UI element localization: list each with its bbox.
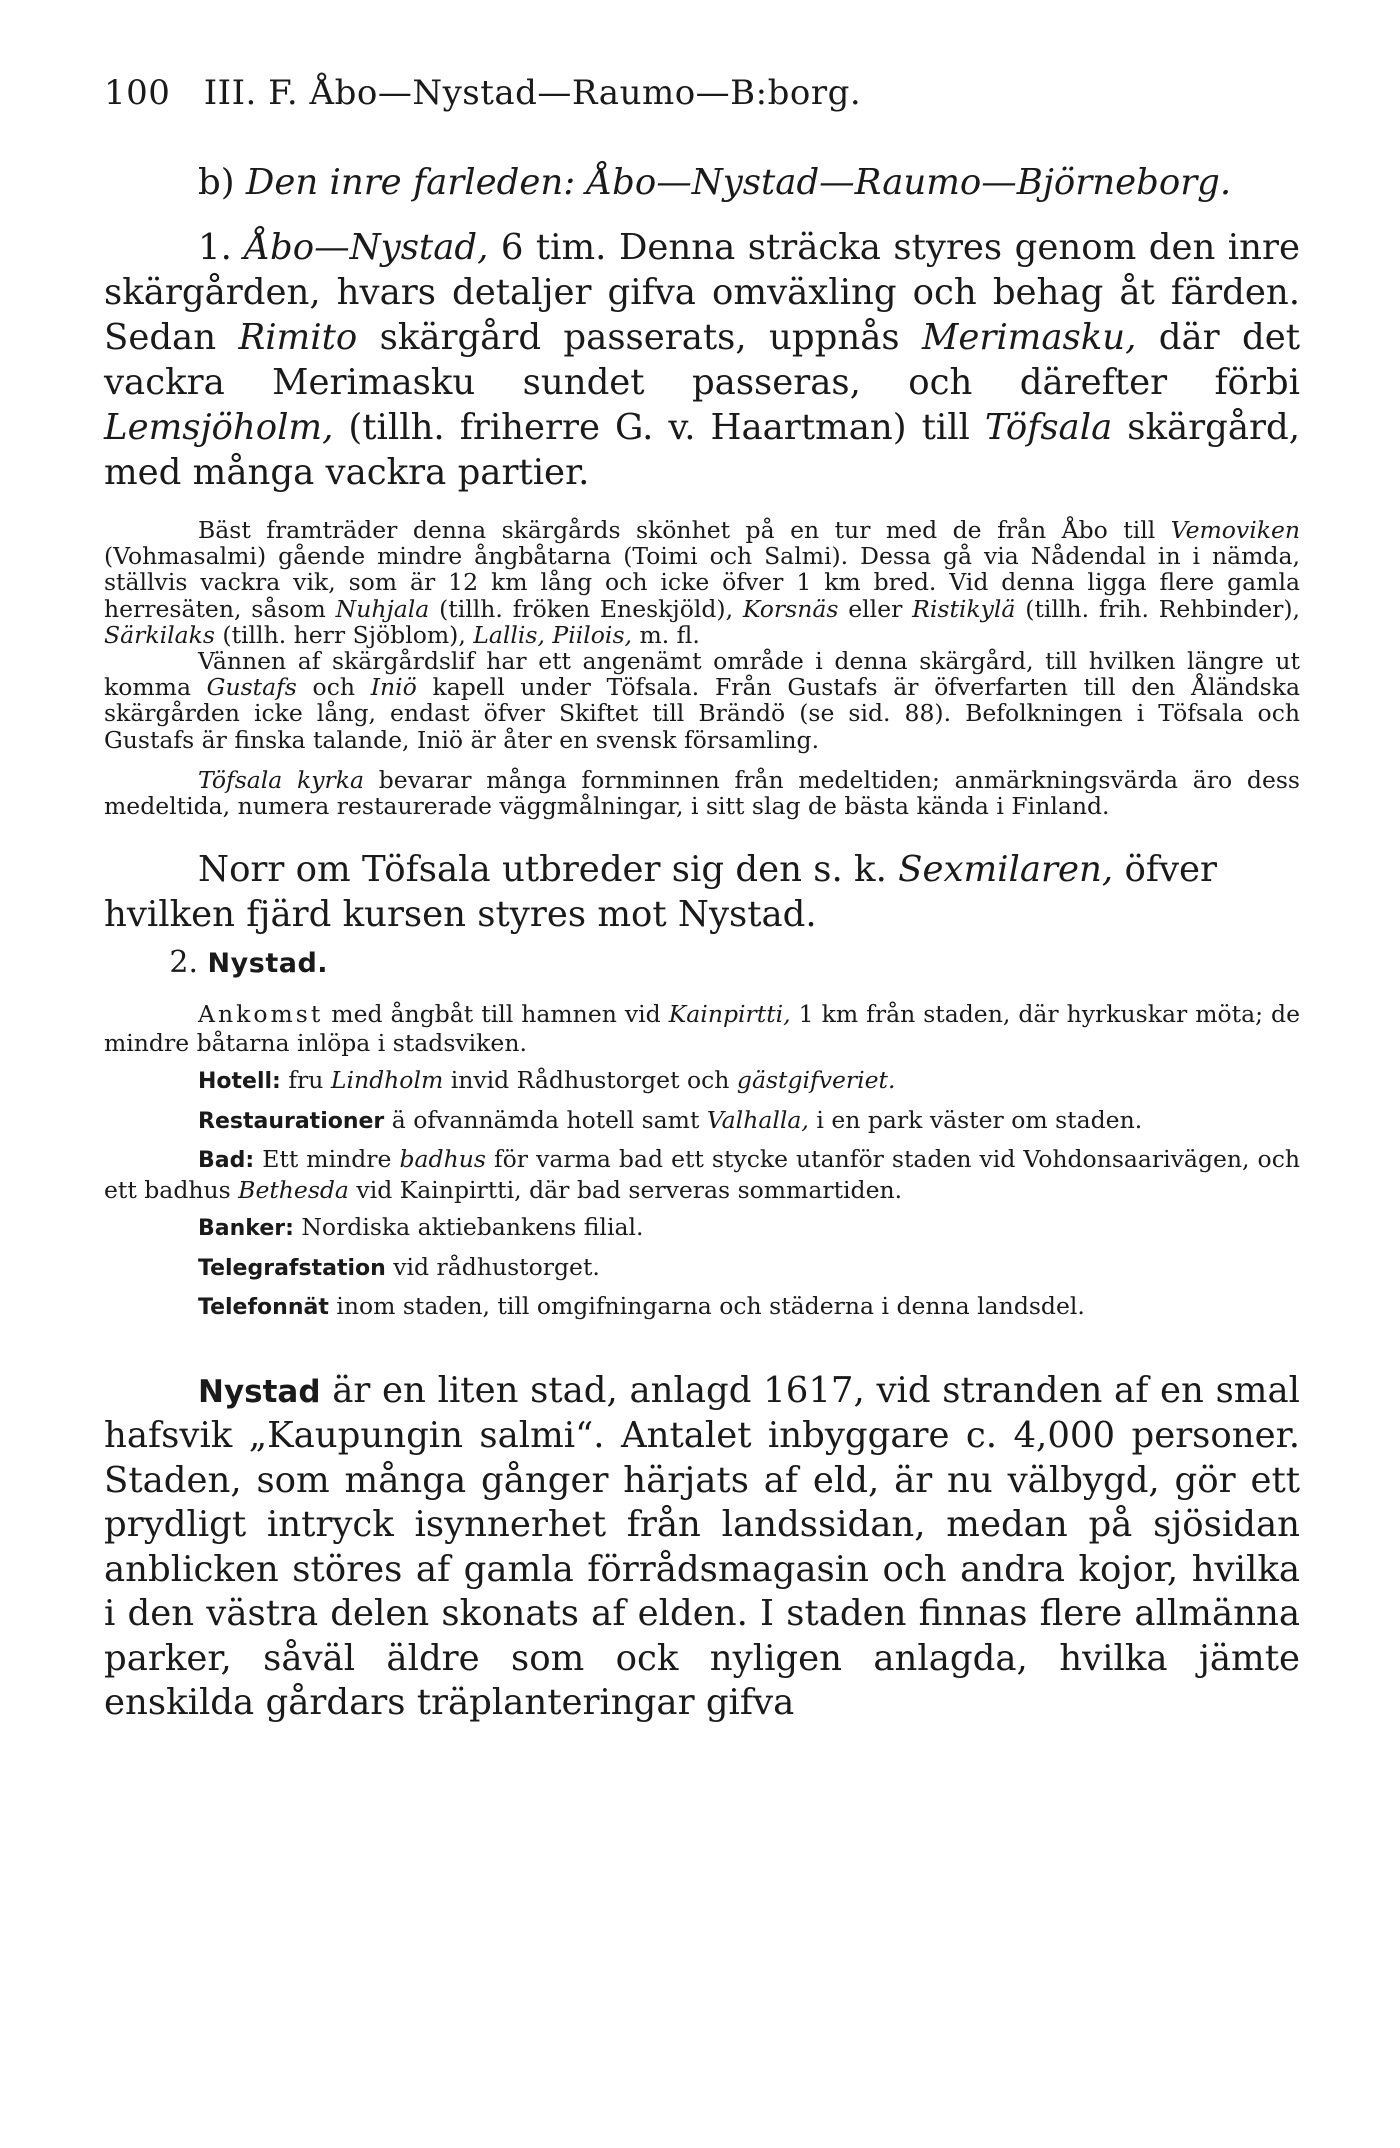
small-paragraph-skargard — [104, 517, 1300, 648]
running-header — [104, 70, 1300, 116]
info-telegraf — [104, 1253, 1300, 1284]
subtitle-italic: Den inre farleden: Åbo—Nystad—Raumo—Björneborg. — [245, 162, 1232, 203]
text-run: i en park väster om staden. — [808, 1105, 1143, 1134]
text-run: m. fl. — [631, 620, 700, 649]
info-label: Hotell: — [198, 1069, 281, 1095]
text-run: Nordiska aktiebankens filial. — [293, 1213, 644, 1242]
norr-paragraph — [104, 847, 1300, 937]
place-name: Merimasku, — [921, 317, 1137, 358]
text-run: skärgård passerats, uppnås — [357, 317, 922, 358]
small-paragraph-vannen — [104, 648, 1300, 753]
section-1-paragraph — [104, 225, 1300, 495]
subtitle-prefix: b) — [198, 162, 235, 203]
info-label: Restaurationer — [198, 1108, 385, 1134]
text-run: Vännen af skärgårdslif har ett angenämt område i denna skärgård, till hvilken längre ut komma — [104, 647, 1300, 702]
place-name: Lallis, Piilois, — [473, 620, 632, 649]
section-1-route: Åbo—Nystad, — [244, 227, 489, 268]
book-page — [104, 70, 1300, 1726]
place-name: Gustafs — [206, 673, 297, 702]
text-run: inom staden, till omgifningarna och städerna i denna landsdel. — [328, 1292, 1085, 1321]
text-run: skärgård, med många vackra partier. — [104, 407, 1300, 493]
info-label: Ankomst — [198, 1000, 324, 1029]
page-number: 100 — [104, 73, 171, 113]
nystad-description — [104, 1369, 1300, 1726]
running-title: III. F. Åbo—Nystad—Raumo—B:borg. — [203, 73, 862, 113]
text-run: Norr om Töfsala utbreder sig den s. k. — [198, 849, 899, 891]
text-run: för varma bad ett stycke utanför staden vid Vohdonsaarivägen, och ett badhus — [104, 1145, 1300, 1204]
place-name: Iniö — [370, 673, 417, 702]
text-run: där det vackra Merimasku sundet passeras, och därefter förbi — [104, 317, 1300, 403]
place-name: Bethesda — [238, 1175, 349, 1204]
info-ankomst — [104, 1000, 1300, 1057]
info-bad — [104, 1145, 1300, 1204]
place-name: Särkilaks — [104, 620, 215, 649]
info-banker — [104, 1213, 1300, 1244]
text-run: (Vohmasalmi) gående mindre ångbåtarna (Toimi och Salmi). Dessa gå via Nådendal in i nämda, ställvis vackra vik, som är 12 km lång och icke öfver 1 km bred. Vid denna ligga flere gamla herresäten, såsom — [104, 542, 1300, 623]
info-label: Bad: — [198, 1148, 255, 1174]
place-name: badhus — [399, 1145, 486, 1174]
text-run: med ångbåt till hamnen vid — [323, 1000, 669, 1029]
text-run: eller — [838, 594, 913, 623]
text-run: vid Kainpirtti, där bad serveras sommartiden. — [348, 1175, 903, 1204]
info-label: Banker: — [198, 1216, 294, 1242]
info-restaurationer — [104, 1106, 1300, 1137]
place-name: Ristikylä — [912, 594, 1016, 623]
text-run: vid rådhustorget. — [385, 1252, 600, 1281]
place-name: Sexmilaren, — [898, 849, 1114, 891]
small-paragraph-kyrka — [104, 767, 1300, 819]
text-run: öfver hvilken fjärd kursen styres mot Nystad. — [104, 849, 1217, 936]
text-run: 6 tim. Denna sträcka styres genom den inre skärgården, hvars detaljer gifva omväxling och behag åt färden. Sedan — [104, 227, 1300, 358]
section-2-heading — [104, 943, 1300, 984]
place-name: Nuhjala — [335, 594, 430, 623]
text-run: (tillh. frih. Rehbinder), — [1015, 594, 1300, 623]
text-run: kapell under Töfsala. Från Gustafs är öfverfarten till den Åländska skärgården icke lång, endast öfver Skiftet till Brändö (se sid. 88). Befolkningen i Töfsala och Gustafs är finska talande, Iniö är åter en svensk församling. — [104, 673, 1300, 754]
text-run: Bäst framträder denna skärgårds skönhet på en tur med de från Åbo till — [198, 516, 1171, 544]
text-run: Ett mindre — [254, 1145, 400, 1174]
place-name: Kainpirtti, — [668, 1000, 791, 1029]
text-run: är en liten stad, anlagd 1617, vid stranden af en smal hafsvik „Kaupungin salmi“. Antalet inbyggare c. 4,000 personer. Staden, som många gånger härjats af eld, är nu välbygd, gör ett prydligt intryck isynnerhet från landssidan, medan på sjösidan anblicken störes af gamla förrådsmagasin och andra kojor, hvilka i den västra delen skonats af elden. I staden finnas flere allmänna parker, såväl äldre som ock nyligen anlagda, hvilka jämte enskilda gårdars träplanteringar gifva — [104, 1369, 1300, 1724]
place-name: Rimito — [238, 317, 358, 358]
info-telefon — [104, 1292, 1300, 1323]
text-run: bevarar många fornminnen från medeltiden; anmärkningsvärda äro dess medeltida, numera restaurerade väggmålningar, i sitt slag de bästa kända i Finland. — [104, 765, 1300, 821]
section-1-number: 1. — [198, 227, 232, 268]
text-run: (tillh. herr Sjöblom), — [214, 620, 474, 649]
info-label: Nystad — [198, 1373, 321, 1410]
info-label: Telefonnät — [198, 1295, 329, 1321]
place-name: Töfsala kyrka — [198, 765, 365, 794]
place-name: Vemoviken — [1170, 516, 1300, 544]
section-2-title: Nystad. — [207, 948, 329, 980]
text-run: (tillh. fröken Eneskjöld), — [429, 594, 743, 623]
section-2-number: 2. — [169, 945, 198, 981]
text-run: ä ofvannämda hotell samt — [384, 1105, 707, 1134]
section-subtitle — [104, 160, 1300, 205]
place-name: gästgifveriet. — [736, 1066, 896, 1095]
text-run: 1 km från staden, där hyrkuskar möta; de mindre båtarna inlöpa i stadsviken. — [104, 1000, 1300, 1057]
place-name: Korsnäs — [742, 594, 839, 623]
text-run: invid Rådhustorget och — [443, 1066, 737, 1095]
info-label: Telegrafstation — [198, 1255, 386, 1281]
info-hotell — [104, 1066, 1300, 1097]
place-name: Lindholm — [330, 1066, 444, 1095]
text-run: (tillh. friherre G. v. Haartman) till — [333, 407, 985, 448]
text-run: och — [296, 673, 371, 702]
place-name: Lemsjöholm, — [104, 407, 334, 448]
text-run: fru — [280, 1066, 331, 1095]
place-name: Valhalla, — [706, 1105, 809, 1134]
place-name: Töfsala — [984, 407, 1113, 448]
